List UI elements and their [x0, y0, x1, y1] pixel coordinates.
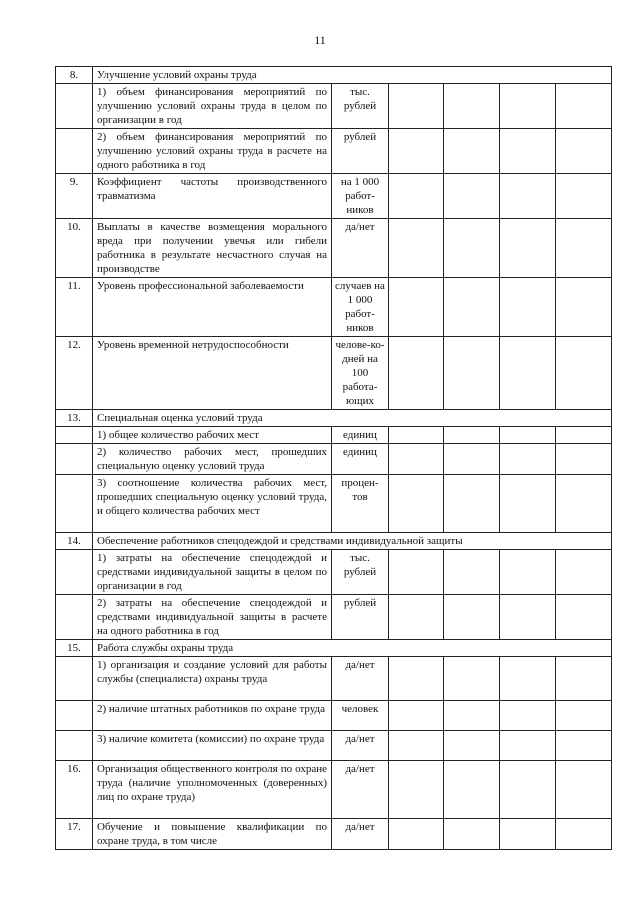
row-number: [56, 427, 93, 444]
value-cell: [556, 819, 612, 850]
unit-of-measure: челове-ко-дней на 100 работа-ющих: [332, 337, 389, 410]
unit-of-measure: единиц: [332, 444, 389, 475]
indicator-description: 3) соотношение количества рабочих мест, прошедших специальную оценку условий труда, и общего количества рабочих мест: [93, 475, 332, 533]
value-cell: [556, 129, 612, 174]
value-cell: [389, 84, 444, 129]
indicator-description: Организация общественного контроля по охране труда (наличие уполномоченных (доверенных) лиц по охране труда): [93, 761, 332, 819]
row-number: 12.: [56, 337, 93, 410]
value-cell: [444, 550, 500, 595]
value-cell: [444, 84, 500, 129]
value-cell: [556, 219, 612, 278]
table-row: [56, 84, 612, 129]
value-cell: [556, 595, 612, 640]
value-cell: [500, 595, 556, 640]
table-row: [56, 129, 612, 174]
row-number: 11.: [56, 278, 93, 337]
value-cell: [389, 278, 444, 337]
indicator-description: 1) общее количество рабочих мест: [93, 427, 332, 444]
indicator-description: 2) наличие штатных работников по охране труда: [93, 701, 332, 731]
value-cell: [556, 174, 612, 219]
value-cell: [444, 701, 500, 731]
row-number: [56, 475, 93, 533]
indicator-description: 1) организация и создание условий для работы службы (специалиста) охраны труда: [93, 657, 332, 701]
value-cell: [389, 337, 444, 410]
unit-of-measure: рублей: [332, 595, 389, 640]
table-row: [56, 278, 612, 337]
value-cell: [556, 427, 612, 444]
value-cell: [500, 761, 556, 819]
table-row: [56, 174, 612, 219]
value-cell: [389, 819, 444, 850]
value-cell: [556, 444, 612, 475]
table-row: [56, 701, 612, 731]
value-cell: [500, 219, 556, 278]
unit-of-measure: да/нет: [332, 819, 389, 850]
indicator-description: 1) затраты на обеспечение спецодеждой и средствами индивидуальной защиты в целом по организации в год: [93, 550, 332, 595]
value-cell: [389, 444, 444, 475]
value-cell: [389, 731, 444, 761]
indicator-description: 2) затраты на обеспечение спецодеждой и средствами индивидуальной защиты в расчете на одного работника в год: [93, 595, 332, 640]
value-cell: [389, 595, 444, 640]
unit-of-measure: да/нет: [332, 761, 389, 819]
value-cell: [500, 475, 556, 533]
value-cell: [389, 475, 444, 533]
unit-of-measure: тыс. рублей: [332, 84, 389, 129]
indicator-description: Уровень временной нетрудоспособности: [93, 337, 332, 410]
row-number: 9.: [56, 174, 93, 219]
page-number: 11: [314, 33, 326, 47]
unit-of-measure: случаев на 1 000 работ-ников: [332, 278, 389, 337]
table-row: [56, 219, 612, 278]
unit-of-measure: тыс. рублей: [332, 550, 389, 595]
value-cell: [500, 731, 556, 761]
indicator-description: 2) объем финансирования мероприятий по улучшению условий охраны труда в расчете на одного работника в год: [93, 129, 332, 174]
unit-of-measure: да/нет: [332, 731, 389, 761]
value-cell: [556, 761, 612, 819]
value-cell: [556, 731, 612, 761]
table-row: [56, 761, 612, 819]
value-cell: [556, 657, 612, 701]
unit-of-measure: человек: [332, 701, 389, 731]
table-row: [56, 657, 612, 701]
value-cell: [500, 444, 556, 475]
value-cell: [444, 129, 500, 174]
table-row: [56, 427, 612, 444]
table-row: [56, 550, 612, 595]
value-cell: [500, 550, 556, 595]
row-number: 14.: [56, 533, 93, 550]
value-cell: [389, 174, 444, 219]
value-cell: [444, 427, 500, 444]
value-cell: [500, 84, 556, 129]
row-number: 16.: [56, 761, 93, 819]
value-cell: [500, 174, 556, 219]
value-cell: [389, 427, 444, 444]
row-number: [56, 84, 93, 129]
value-cell: [444, 657, 500, 701]
indicator-description: 1) объем финансирования мероприятий по улучшению условий охраны труда в целом по организации в год: [93, 84, 332, 129]
row-number: [56, 701, 93, 731]
indicator-description: 2) количество рабочих мест, прошедших специальную оценку условий труда: [93, 444, 332, 475]
value-cell: [500, 129, 556, 174]
value-cell: [389, 129, 444, 174]
value-cell: [444, 444, 500, 475]
table-row: [56, 475, 612, 533]
value-cell: [444, 174, 500, 219]
value-cell: [444, 219, 500, 278]
row-number: [56, 444, 93, 475]
value-cell: [444, 278, 500, 337]
value-cell: [556, 278, 612, 337]
unit-of-measure: рублей: [332, 129, 389, 174]
table-row: [56, 444, 612, 475]
value-cell: [389, 219, 444, 278]
row-number: 17.: [56, 819, 93, 850]
table-row: [56, 595, 612, 640]
row-number: [56, 129, 93, 174]
unit-of-measure: единиц: [332, 427, 389, 444]
row-number: 13.: [56, 410, 93, 427]
value-cell: [556, 337, 612, 410]
unit-of-measure: да/нет: [332, 657, 389, 701]
value-cell: [556, 550, 612, 595]
table-row: [56, 819, 612, 850]
row-number: [56, 550, 93, 595]
indicator-description: 3) наличие комитета (комиссии) по охране труда: [93, 731, 332, 761]
value-cell: [500, 427, 556, 444]
value-cell: [500, 819, 556, 850]
section-row: [56, 533, 612, 550]
indicator-description: Выплаты в качестве возмещения морального вреда при получении увечья или гибели работника в результате несчастного случая на производстве: [93, 219, 332, 278]
row-number: [56, 595, 93, 640]
value-cell: [444, 595, 500, 640]
table-row: [56, 337, 612, 410]
row-number: 15.: [56, 640, 93, 657]
unit-of-measure: процен-тов: [332, 475, 389, 533]
table-body: [56, 67, 612, 850]
value-cell: [500, 337, 556, 410]
section-row: [56, 640, 612, 657]
section-row: [56, 410, 612, 427]
value-cell: [389, 657, 444, 701]
value-cell: [556, 84, 612, 129]
unit-of-measure: да/нет: [332, 219, 389, 278]
row-number: 8.: [56, 67, 93, 84]
value-cell: [444, 819, 500, 850]
value-cell: [389, 550, 444, 595]
value-cell: [500, 278, 556, 337]
value-cell: [556, 475, 612, 533]
section-title: Работа службы охраны труда: [93, 640, 612, 657]
value-cell: [500, 701, 556, 731]
value-cell: [444, 475, 500, 533]
indicators-table: [55, 66, 612, 850]
value-cell: [389, 701, 444, 731]
value-cell: [444, 731, 500, 761]
value-cell: [500, 657, 556, 701]
value-cell: [444, 761, 500, 819]
value-cell: [444, 337, 500, 410]
section-title: Улучшение условий охраны труда: [93, 67, 612, 84]
section-title: Обеспечение работников спецодеждой и средствами индивидуальной защиты: [93, 533, 612, 550]
table-row: [56, 731, 612, 761]
row-number: 10.: [56, 219, 93, 278]
value-cell: [389, 761, 444, 819]
indicator-description: Уровень профессиональной заболеваемости: [93, 278, 332, 337]
section-row: [56, 67, 612, 84]
row-number: [56, 657, 93, 701]
indicator-description: Обучение и повышение квалификации по охране труда, в том числе: [93, 819, 332, 850]
section-title: Специальная оценка условий труда: [93, 410, 612, 427]
unit-of-measure: на 1 000 работ-ников: [332, 174, 389, 219]
indicator-description: Коэффициент частоты производственного травматизма: [93, 174, 332, 219]
row-number: [56, 731, 93, 761]
value-cell: [556, 701, 612, 731]
